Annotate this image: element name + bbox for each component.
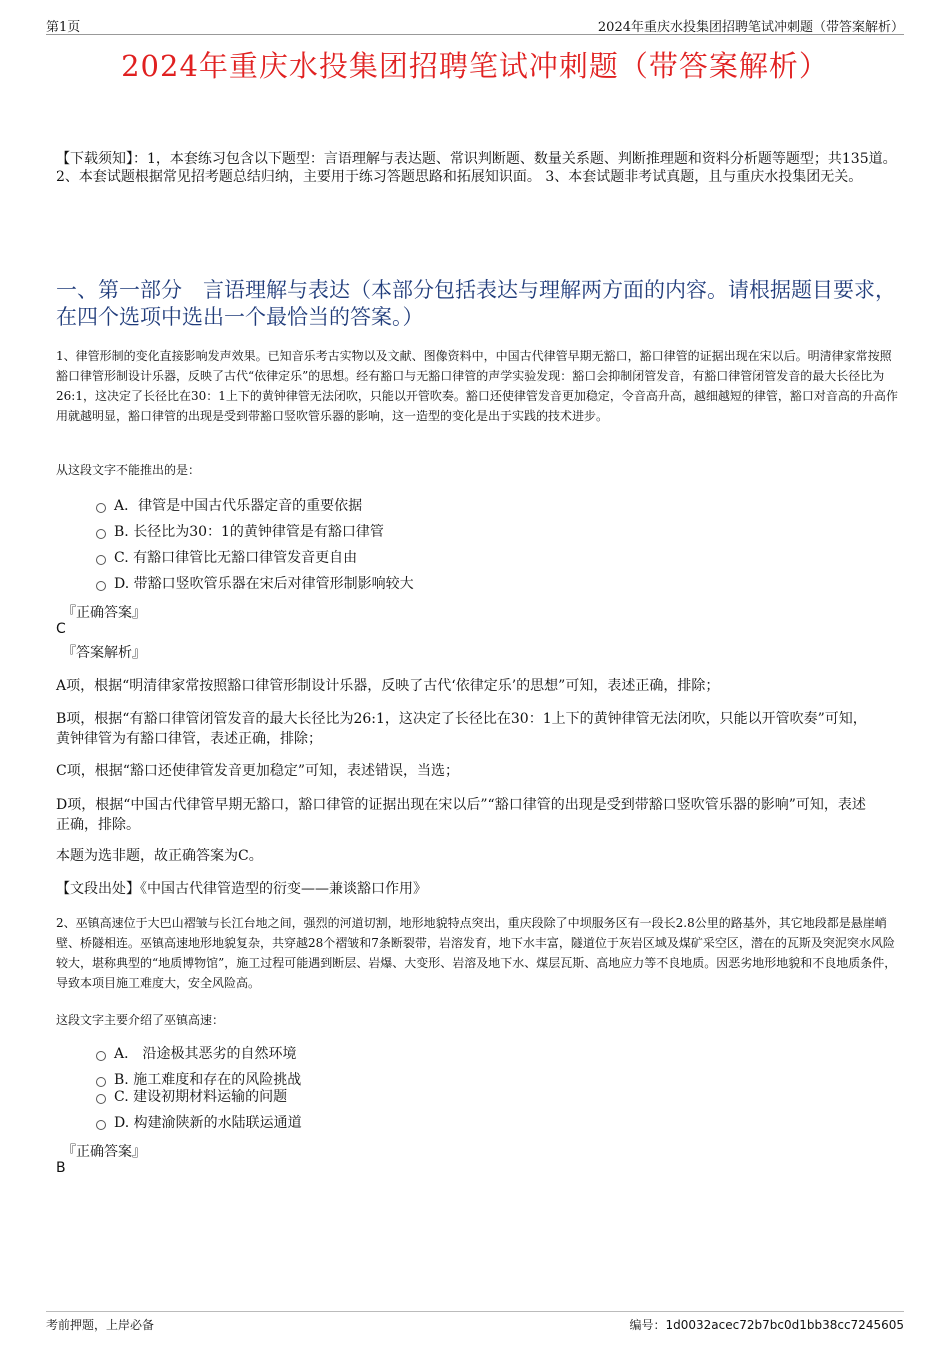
radio-icon[interactable] bbox=[96, 1077, 106, 1087]
radio-icon[interactable] bbox=[96, 581, 106, 591]
question-1-prompt: 从这段文字不能推出的是： bbox=[56, 463, 201, 477]
question-2-text: 2、巫镇高速位于大巴山褶皱与长江台地之间，强烈的河道切割，地形地貌特点突出，重庆段除了中坝服务区有一段长2.8公里的路基外，其它地段都是悬崖峭壁、桥隧相连。巫镇高速地形地貌复杂，共穿越28个褶皱和7条断裂带，岩溶发育，地下水丰富，隧道位于灰岩区域及煤矿采空区，潜在的瓦斯及突泥突水风险较大，堪称典型的“地质博物馆”，施工过程可能遇到断层、岩爆、大变形、岩溶及地下水、煤层瓦斯、高地应力等不良地质。因恶劣地形地貌和不良地质条件，导致本项目施工难度大，安全风险高。 bbox=[56, 916, 897, 990]
question-2-answer: B bbox=[56, 1160, 66, 1176]
question-1-text: 1、律管形制的变化直接影响发声效果。已知音乐考古实物以及文献、图像资料中，中国古代律管早期无豁口，豁口律管的证据出现在宋以后。明清律家常按照豁口律管形制设计乐器，反映了古代“依律定乐”的思想。经有豁口与无豁口律管的声学实验发现：豁口会抑制闭管发音，有豁口律管闭管发音的最大长径比为26:1，这决定了长径比在30：1上下的黄钟律管无法闭吹，只能以开管吹奏。豁口还使律管发音更加稳定，令音高升高，越细越短的律管，豁口对音高的升高作用就越明显，豁口律管的出现是受到带豁口竖吹管乐器的影响，这一造型的变化是出于实践的技术进步。 bbox=[56, 349, 898, 423]
radio-icon[interactable] bbox=[96, 1120, 106, 1130]
radio-icon[interactable] bbox=[96, 1051, 106, 1061]
section-heading: 一、第一部分 言语理解与表达（本部分包括表达与理解两方面的内容。请根据题目要求，在四个选项中选出一个最恰当的答案。） bbox=[56, 278, 896, 329]
question-2-prompt: 这段文字主要介绍了巫镇高速： bbox=[56, 1013, 225, 1027]
question-1-answer-label: 『正确答案』 bbox=[62, 605, 146, 621]
question-1-analysis-label: 『答案解析』 bbox=[62, 645, 146, 661]
radio-icon[interactable] bbox=[96, 503, 106, 513]
page-footer bbox=[46, 1311, 904, 1332]
question-2-option-d[interactable]: D. 构建渝陕新的水陆联运通道 bbox=[96, 1113, 302, 1133]
footer-slogan: 考前押题，上岸必备 bbox=[46, 1318, 155, 1332]
source-citation: 【文段出处】《中国古代律管造型的衍变——兼谈豁口作用》 bbox=[56, 881, 427, 897]
header-doc-title: 2024年重庆水投集团招聘笔试冲刺题（带答案解析） bbox=[597, 20, 904, 35]
question-1-option-d[interactable]: D. 带豁口竖吹管乐器在宋后对律管形制影响较大 bbox=[96, 574, 414, 594]
footer-doc-id: 编号：1d0032acec72b7bc0d1bb38cc7245605 bbox=[629, 1318, 904, 1332]
document-title: 2024年重庆水投集团招聘笔试冲刺题（带答案解析） bbox=[121, 49, 829, 83]
question-1-option-b[interactable]: B. 长径比为30：1的黄钟律管是有豁口律管 bbox=[96, 522, 384, 542]
question-1-option-c[interactable]: C. 有豁口律管比无豁口律管发音更自由 bbox=[96, 548, 357, 568]
page-number: 第1页 bbox=[46, 20, 81, 35]
analysis-conclusion: 本题为选非题，故正确答案为C。 bbox=[56, 848, 263, 864]
radio-icon[interactable] bbox=[96, 555, 106, 565]
question-2-option-a[interactable]: A． 沿途极其恶劣的自然环境 bbox=[96, 1044, 297, 1064]
download-notice: 【下载须知】：1，本套练习包含以下题型：言语理解与表达题、常识判断题、数量关系题、判断推理题和资料分析题等题型；共135道。 2、本套试题根据常见招考题总结归纳，主要用于练习答题思路和拓展知识面。 3、本套试题非考试真题，且与重庆水投集团无关。 bbox=[56, 151, 897, 185]
radio-icon[interactable] bbox=[96, 529, 106, 539]
analysis-line-b: B项，根据“有豁口律管闭管发音的最大长径比为26:1，这决定了长径比在30：1上下的黄钟律管无法闭吹，只能以开管吹奏”可知，黄钟律管为有豁口律管，表述正确，排除； bbox=[56, 711, 867, 747]
analysis-line-a: A项，根据“明清律家常按照豁口律管形制设计乐器，反映了古代‘依律定乐’的思想”可知，表述正确，排除； bbox=[56, 678, 720, 694]
question-1-option-a[interactable]: A．律管是中国古代乐器定音的重要依据 bbox=[96, 496, 362, 516]
radio-icon[interactable] bbox=[96, 1094, 106, 1104]
question-2-answer-label: 『正确答案』 bbox=[62, 1144, 146, 1160]
analysis-line-c: C项，根据“豁口还使律管发音更加稳定”可知，表述错误，当选； bbox=[56, 763, 460, 779]
question-2-option-b[interactable]: B. 施工难度和存在的风险挑战 bbox=[96, 1070, 301, 1090]
page-header bbox=[46, 14, 904, 35]
question-1-answer: C bbox=[56, 621, 66, 637]
question-2-option-c[interactable]: C. 建设初期材料运输的问题 bbox=[96, 1087, 287, 1107]
analysis-line-d: D项，根据“中国古代律管早期无豁口，豁口律管的证据出现在宋以后”“豁口律管的出现是受到带豁口竖吹管乐器的影响”可知，表述正确，排除。 bbox=[56, 797, 866, 833]
